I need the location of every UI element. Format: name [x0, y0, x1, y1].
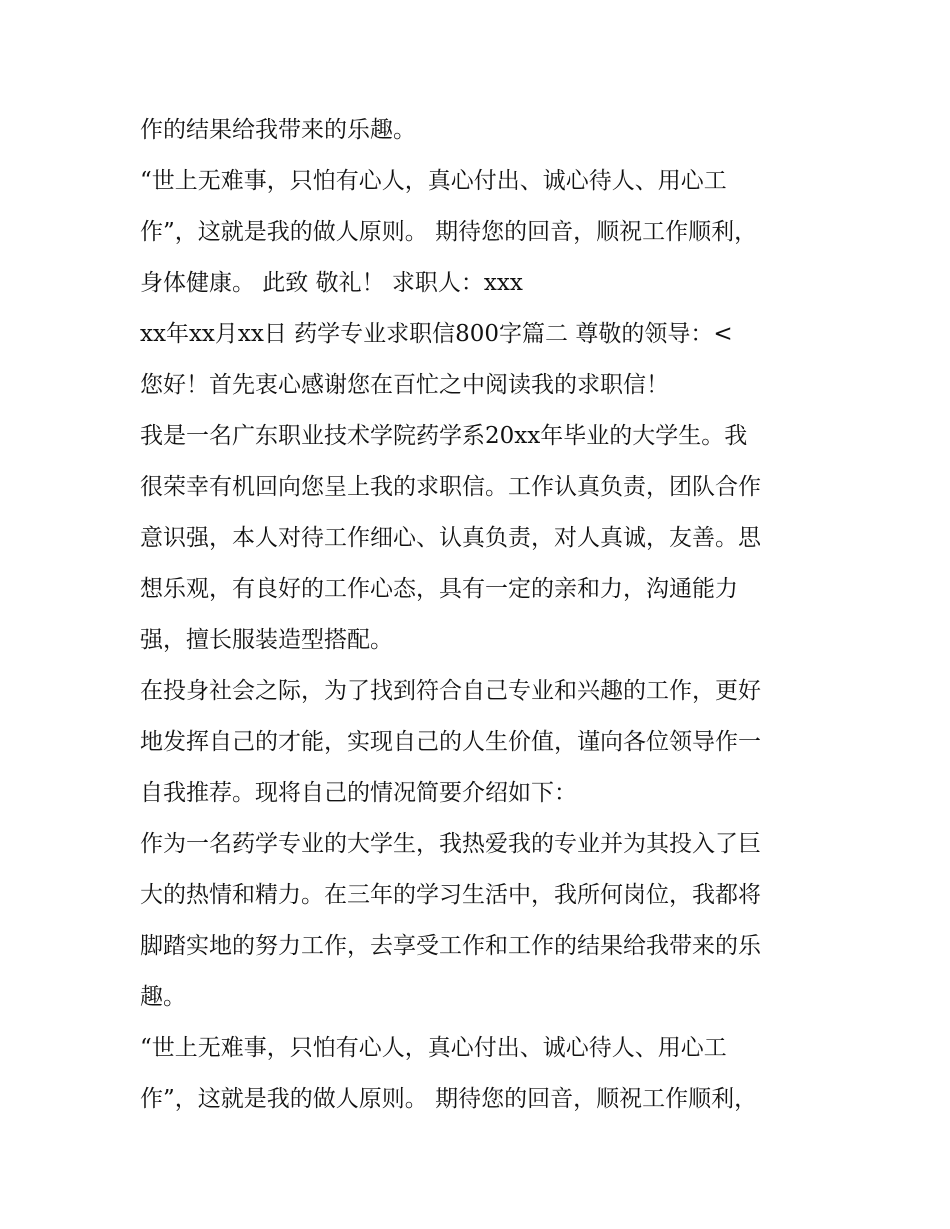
- text-line: 意识强，本人对待工作细心、认真负责，对人真诚，友善。思: [140, 525, 761, 551]
- text-line: xx年xx月xx日 药学专业求职信800字篇二 尊敬的领导：<: [140, 321, 733, 347]
- text-line: 自我推荐。现将自己的情况简要介绍如下：: [140, 780, 577, 806]
- text-line: 强，擅长服装造型搭配。: [140, 627, 393, 653]
- text-line: 作为一名药学专业的大学生，我热爱我的专业并为其投入了巨: [140, 831, 761, 857]
- text-line: 身体健康。 此致 敬礼！ 求职人：xxx: [140, 270, 523, 296]
- text-line: 很荣幸有机回向您呈上我的求职信。工作认真负责，团队合作: [140, 474, 761, 500]
- text-line: 想乐观，有良好的工作心态，具有一定的亲和力，沟通能力: [140, 576, 738, 602]
- text-line: “世上无难事，只怕有心人，真心付出、诚心待人、用心工: [140, 1035, 727, 1061]
- text-line: 脚踏实地的努力工作，去享受工作和工作的结果给我带来的乐: [140, 933, 761, 959]
- text-line: 地发挥自己的才能，实现自己的人生价值，谨向各位领导作一: [140, 729, 761, 755]
- letter-body: [140, 105, 820, 1125]
- text-line: 我是一名广东职业技术学院药学系20xx年毕业的大学生。我: [140, 423, 748, 449]
- text-line: 大的热情和精力。在三年的学习生活中，我所何岗位，我都将: [140, 882, 761, 908]
- text-line: 在投身社会之际，为了找到符合自己专业和兴趣的工作，更好: [140, 678, 761, 704]
- text-line: “世上无难事，只怕有心人，真心付出、诚心待人、用心工: [140, 168, 727, 194]
- text-line: 趣。: [140, 984, 186, 1010]
- text-line: 您好！首先衷心感谢您在百忙之中阅读我的求职信！: [140, 372, 669, 398]
- text-line: 作的结果给我带来的乐趣。: [140, 117, 416, 143]
- text-line: 作”，这就是我的做人原则。 期待您的回音，顺祝工作顺利，: [140, 1086, 758, 1112]
- text-line: 作”，这就是我的做人原则。 期待您的回音，顺祝工作顺利，: [140, 219, 758, 245]
